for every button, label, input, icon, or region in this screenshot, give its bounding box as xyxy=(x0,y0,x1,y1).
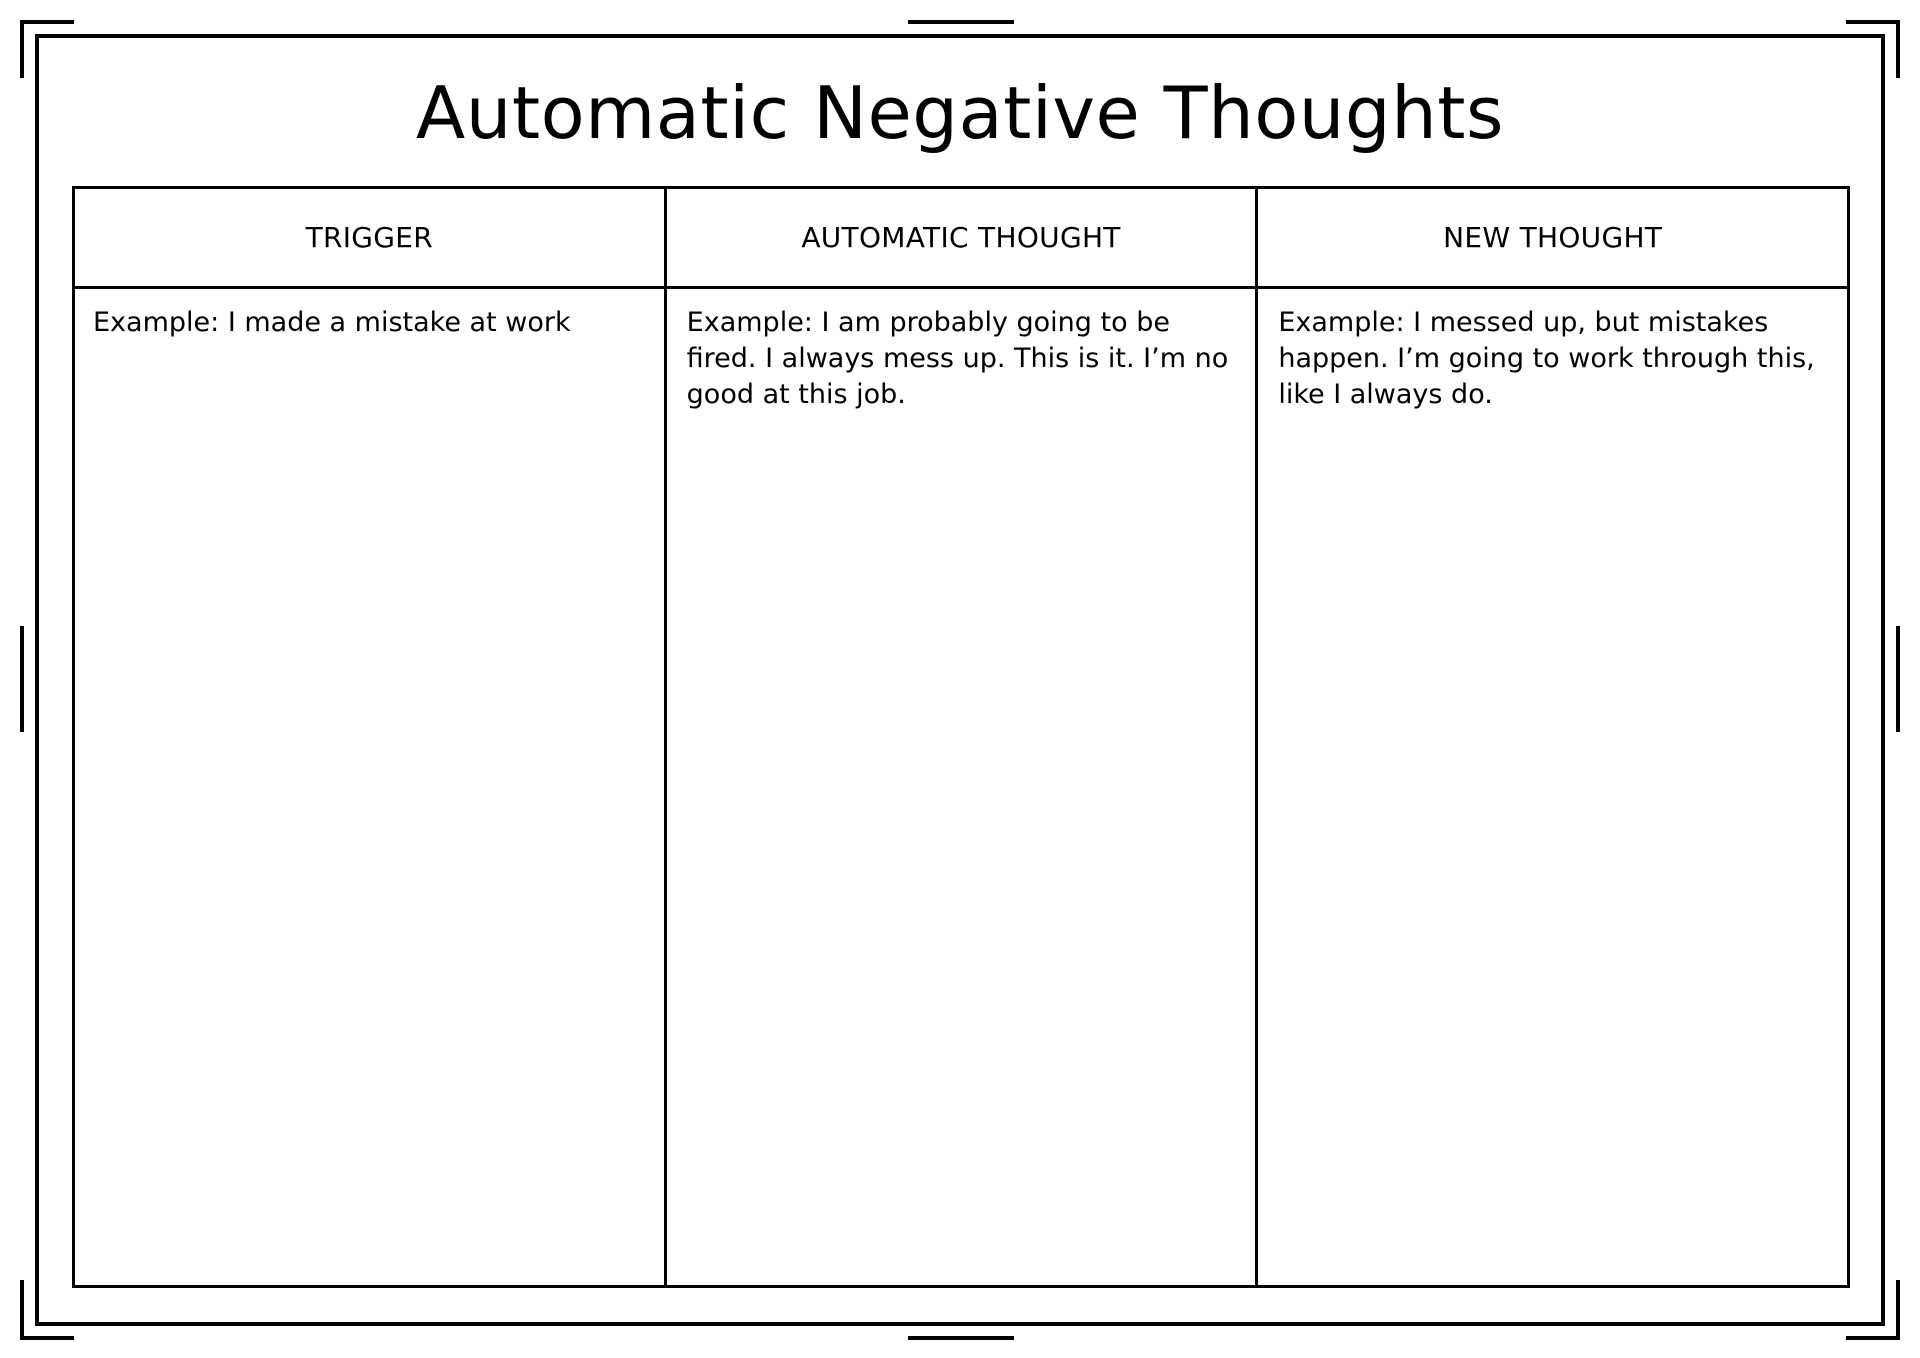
example-text-automatic-thought: Example: I am probably going to be fired. I always mess up. This is it. I’m no good at this job. xyxy=(686,307,1229,410)
example-text-new-thought: Example: I messed up, but mistakes happen. I’m going to work through this, like I always do. xyxy=(1278,307,1815,410)
column-new-thought xyxy=(1255,189,1847,1285)
column-header-automatic-thought: AUTOMATIC THOUGHT xyxy=(667,189,1256,289)
column-cell-new-thought[interactable] xyxy=(1258,289,1847,1285)
column-header-new-thought: NEW THOUGHT xyxy=(1258,189,1847,289)
page-title: Automatic Negative Thoughts xyxy=(415,71,1504,155)
column-cell-automatic-thought[interactable] xyxy=(667,289,1256,1285)
corner-bracket-bottom-left xyxy=(22,1280,74,1338)
column-header-trigger: TRIGGER xyxy=(75,189,664,289)
column-trigger xyxy=(75,189,664,1285)
corner-bracket-bottom-right xyxy=(1846,1280,1898,1338)
column-automatic-thought xyxy=(664,189,1256,1285)
example-text-trigger: Example: I made a mistake at work xyxy=(93,307,571,338)
column-cell-trigger[interactable] xyxy=(75,289,664,1285)
thought-record-table xyxy=(72,186,1850,1288)
